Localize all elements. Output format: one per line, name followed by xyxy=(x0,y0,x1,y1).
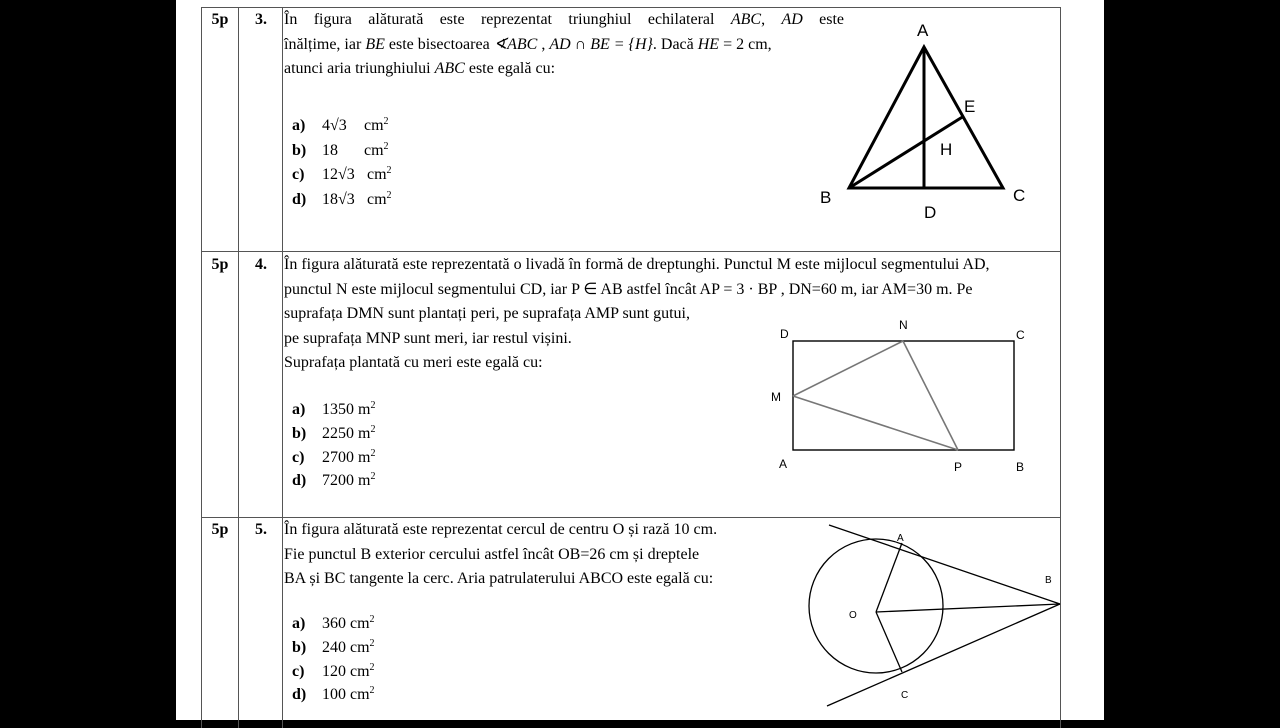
circle-figure xyxy=(202,8,1060,721)
label-d: D xyxy=(780,327,789,341)
problem-4-points: 5p xyxy=(211,256,229,273)
problem-5-number: 5. xyxy=(255,521,267,538)
problem-5-option-d: d) 100 $cm^2$ xyxy=(292,685,375,703)
radius-oa xyxy=(876,543,902,612)
label-e: E xyxy=(964,97,976,116)
problem-5-points: 5p xyxy=(211,521,229,538)
label-a: A xyxy=(917,21,929,40)
problem-4-line-3: suprafața DMN sunt plantați peri, pe suprafața AMP sunt gutui, xyxy=(284,305,690,322)
label-c: C xyxy=(1016,328,1025,342)
problem-5-option-a: a) 360 $cm^2$ xyxy=(292,614,375,632)
label-p: P xyxy=(954,460,963,474)
problem-4-option-a: a) 1350 $m^2$ xyxy=(292,400,376,418)
radius-oc xyxy=(876,612,902,672)
circle-o xyxy=(809,539,943,673)
problem-3-statement: În figura alăturată este reprezentat triunghiul echilateral ABC, AD este înălțime, iar BE este bisectoarea ∢ABC , AD ∩ BE = {H}. Dacă HE = 2 cm, atunci aria triunghiului ABC este egală cu: xyxy=(284,11,845,77)
label-o: O xyxy=(849,610,857,621)
tangent-ba xyxy=(829,525,1060,604)
problem-4-option-d: d) 7200 $m^2$ xyxy=(292,471,376,489)
problem-5-option-c: c) 120 $cm^2$ xyxy=(292,662,375,680)
problems-table xyxy=(201,7,1061,728)
problem-4-option-b: b) 2250 $m^2$ xyxy=(292,424,376,442)
label-c: C xyxy=(1013,186,1026,205)
segment-ob xyxy=(876,604,1060,612)
problem-3-option-d: d) 18√3 $cm^2$ xyxy=(292,190,392,208)
problem-4-line-4: pe suprafața MNP sunt meri, iar restul vișini. xyxy=(284,329,572,347)
problem-3-number: 3. xyxy=(255,11,267,28)
label-c: C xyxy=(901,690,909,701)
label-b: B xyxy=(1016,460,1025,474)
problem-3-option-c: c) 12√3 $cm^2$ xyxy=(292,165,392,183)
problem-5-line-2: Fie punctul B exterior cercului astfel încât OB=26 cm și dreptele xyxy=(284,545,700,563)
problem-5-line-3: BA și BC tangente la cerc. Aria patrulaterului ABCO este egală cu: xyxy=(284,570,714,587)
label-h: H xyxy=(940,140,953,159)
label-n: N xyxy=(899,318,908,332)
problem-4-line-2: punctul N este mijlocul segmentului CD, iar P ∈ AB astfel încât AP = 3 · BP , DN=60 m, iar AM=30 m. Pe xyxy=(284,280,973,298)
label-a: A xyxy=(897,533,904,544)
problem-4-line-1: În figura alăturată este reprezentată o livadă în formă de dreptunghi. Punctul M este mijlocul segmentului AD, xyxy=(284,256,990,273)
problem-5-line-1: În figura alăturată este reprezentat cercul de centru O și rază 10 cm. xyxy=(284,521,718,538)
problem-4-number: 4. xyxy=(255,256,267,273)
label-m: M xyxy=(771,390,781,404)
problem-4-option-c: c) 2700 $m^2$ xyxy=(292,448,376,466)
problem-3-option-a: a) 4√3 $cm^2$ xyxy=(292,116,389,134)
problem-3-points: 5p xyxy=(211,11,229,28)
document-page xyxy=(176,0,1104,720)
problem-3-option-b: b) 18 $cm^2$ xyxy=(292,141,389,159)
problem-4-line-5: Suprafața plantată cu meri este egală cu: xyxy=(284,354,543,371)
problem-5-option-b: b) 240 $cm^2$ xyxy=(292,638,375,656)
label-b: B xyxy=(820,188,832,207)
label-a: A xyxy=(779,457,788,471)
tangent-bc xyxy=(827,604,1060,706)
label-d: D xyxy=(924,203,937,222)
label-b: B xyxy=(1045,575,1052,586)
